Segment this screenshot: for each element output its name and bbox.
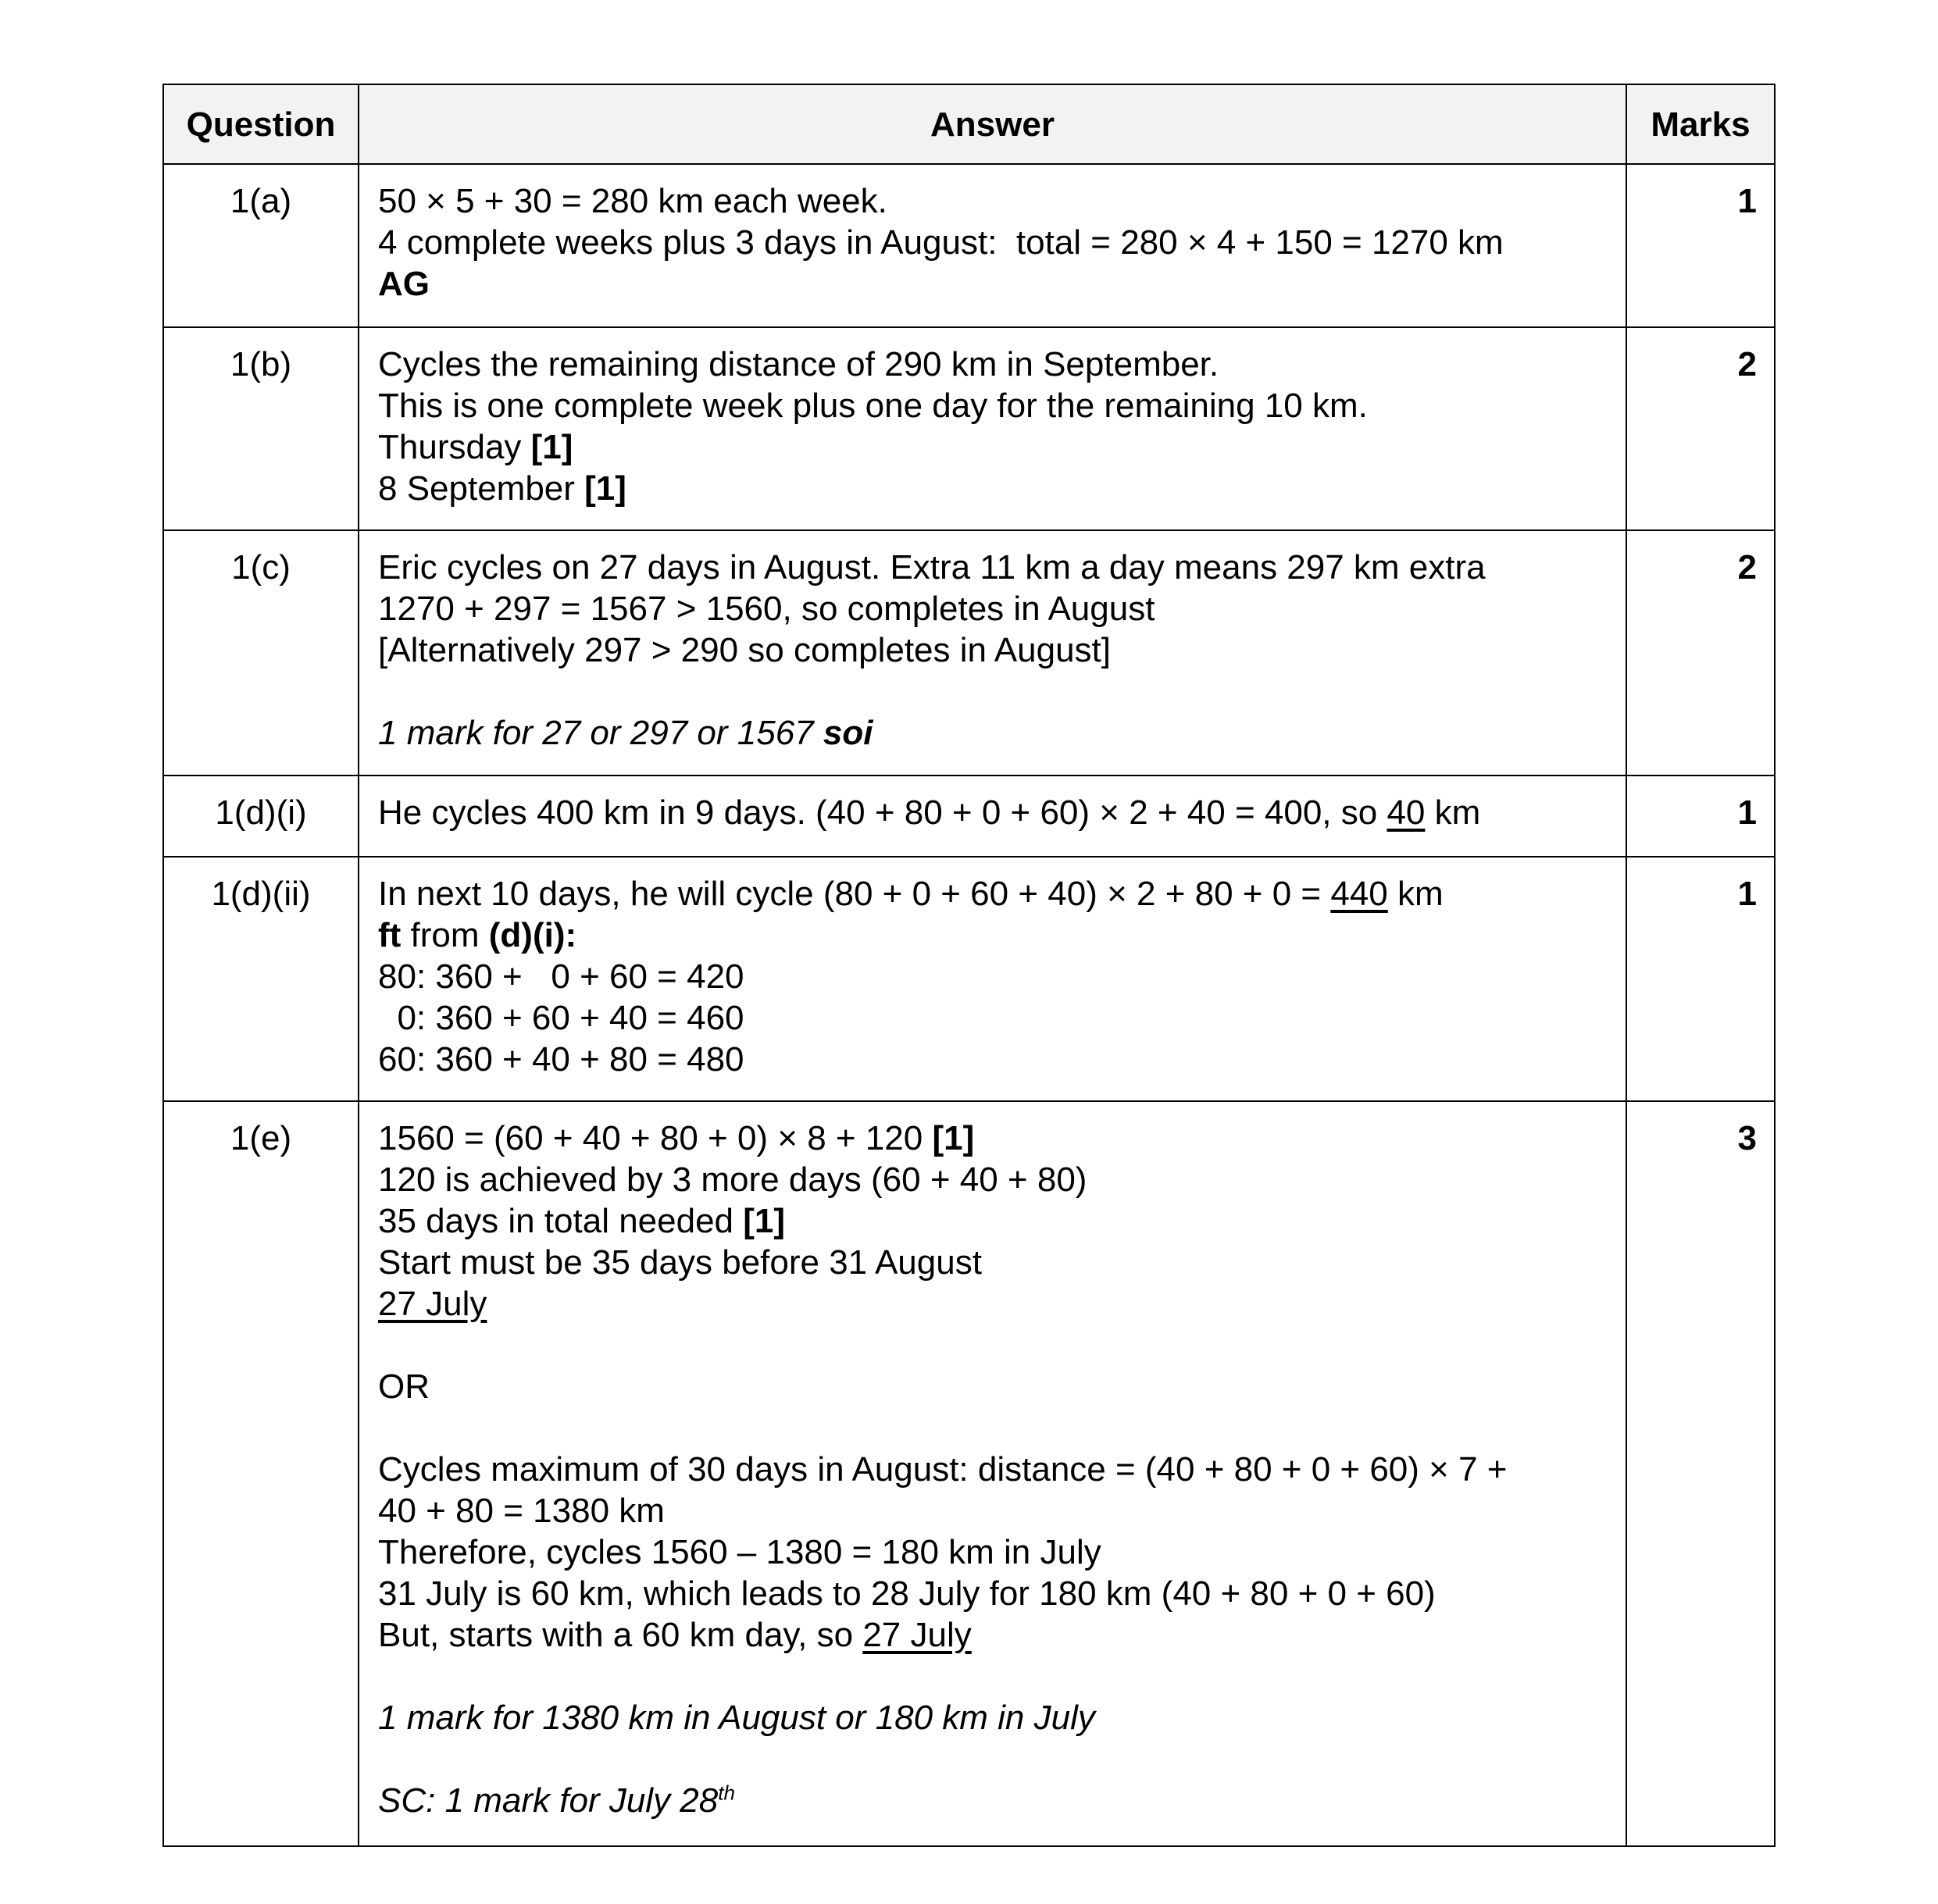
question-number: 1(c) [163,530,359,776]
table-row [163,327,1775,530]
question-header: Question [163,84,359,164]
spacer [378,1325,1607,1366]
answer-line [378,873,1607,915]
answer-line: 0: 360 + 60 + 40 = 460 [378,999,744,1037]
answer-line [378,426,1607,468]
answer-cell [359,164,1626,327]
answer-line [378,1200,1607,1242]
follow-through-label: ft [378,916,402,954]
marks-value: 2 [1626,327,1775,530]
answer-line: Therefore, cycles 1560 – 1380 = 180 km in July [378,1533,1101,1571]
answer-text: 35 days in total needed [378,1202,744,1240]
mark-indicator: [1] [743,1202,786,1240]
answer-value: 40 [1387,793,1426,832]
part-reference: (d)(i): [488,916,577,954]
answer-line [378,792,1607,833]
marks-value: 1 [1626,776,1775,857]
answer-line [378,915,1607,956]
answer-cell [359,327,1626,530]
answer-unit: km [1387,875,1444,913]
marks-value: 1 [1626,164,1775,327]
answer-line: 4 complete weeks plus 3 days in August: total = 280 × 4 + 150 = 1270 km [378,223,1504,262]
spacer [378,1738,1607,1780]
question-number: 1(d)(ii) [163,857,359,1101]
question-number: 1(b) [163,327,359,530]
answer-line: 1270 + 297 = 1567 > 1560, so completes in August [378,590,1155,628]
mark-indicator: [1] [584,469,626,508]
answer-text: 1560 = (60 + 40 + 80 + 0) × 8 + 120 [378,1119,933,1157]
marks-value: 1 [1626,857,1775,1101]
answer-line: 80: 360 + 0 + 60 = 420 [378,957,744,996]
mark-scheme-table [162,84,1776,1847]
answer-line [378,1118,1607,1159]
table-row [163,530,1775,776]
answer-cell [359,857,1626,1101]
answer-header: Answer [359,84,1626,164]
spacer [378,1407,1607,1449]
marks-value: 3 [1626,1101,1775,1846]
answer-line [378,468,1607,509]
guidance-text: 1 mark for 27 or 297 or 1567 [378,714,823,752]
question-number: 1(a) [163,164,359,327]
header-row [163,84,1775,164]
answer-text: But, starts with a 60 km day, so [378,1616,863,1654]
marks-header: Marks [1626,84,1775,164]
question-number: 1(d)(i) [163,776,359,857]
table-row [163,776,1775,857]
answer-cell [359,776,1626,857]
answer-line: 31 July is 60 km, which leads to 28 July for 180 km (40 + 80 + 0 + 60) [378,1574,1436,1613]
table-row [163,1101,1775,1846]
answer-line: This is one complete week plus one day for the remaining 10 km. [378,387,1368,425]
answer-line: Eric cycles on 27 days in August. Extra 11 km a day means 297 km extra [378,548,1486,587]
table-row [163,857,1775,1101]
answer-cell [359,530,1626,776]
table-row [163,164,1775,327]
answer-text: He cycles 400 km in 9 days. (40 + 80 + 0 + 60) × 2 + 40 = 400, so [378,793,1387,832]
special-case-guidance [378,1780,1607,1821]
answer-text: 8 September [378,469,585,508]
answer-value: 27 July [862,1616,972,1654]
answer-line: Start must be 35 days before 31 August [378,1243,982,1282]
or-separator: OR [378,1367,430,1406]
ordinal-suffix: th [718,1781,735,1805]
marking-guidance [378,712,1607,754]
answer-given-label: AG [378,265,430,303]
answer-value: 27 July [378,1285,487,1323]
answer-value: 440 [1330,875,1388,913]
answer-line: 40 + 80 = 1380 km [378,1492,665,1530]
answer-text: from [401,916,489,954]
answer-line: Cycles maximum of 30 days in August: distance = (40 + 80 + 0 + 60) × 7 + [378,1450,1508,1489]
answer-line: 120 is achieved by 3 more days (60 + 40 + 80) [378,1161,1087,1199]
answer-cell [359,1101,1626,1846]
answer-line [378,1283,1607,1325]
answer-line: Cycles the remaining distance of 290 km in September. [378,345,1219,383]
mark-indicator: [1] [932,1119,975,1157]
mark-indicator: [1] [530,428,573,466]
marks-value: 2 [1626,530,1775,776]
answer-line: 50 × 5 + 30 = 280 km each week. [378,182,887,220]
answer-text: Thursday [378,428,531,466]
answer-text: In next 10 days, he will cycle (80 + 0 + 60 + 40) × 2 + 80 + 0 = [378,875,1331,913]
answer-line: [Alternatively 297 > 290 so completes in August] [378,631,1112,669]
spacer [378,671,1607,712]
spacer [378,1656,1607,1697]
answer-unit: km [1425,793,1481,832]
soi-label: soi [823,714,873,752]
guidance-text: SC: 1 mark for July 28 [378,1781,719,1820]
answer-line [378,1614,1607,1656]
marking-guidance: 1 mark for 1380 km in August or 180 km in July [378,1699,1095,1737]
answer-line: 60: 360 + 40 + 80 = 480 [378,1040,744,1079]
question-number: 1(e) [163,1101,359,1846]
